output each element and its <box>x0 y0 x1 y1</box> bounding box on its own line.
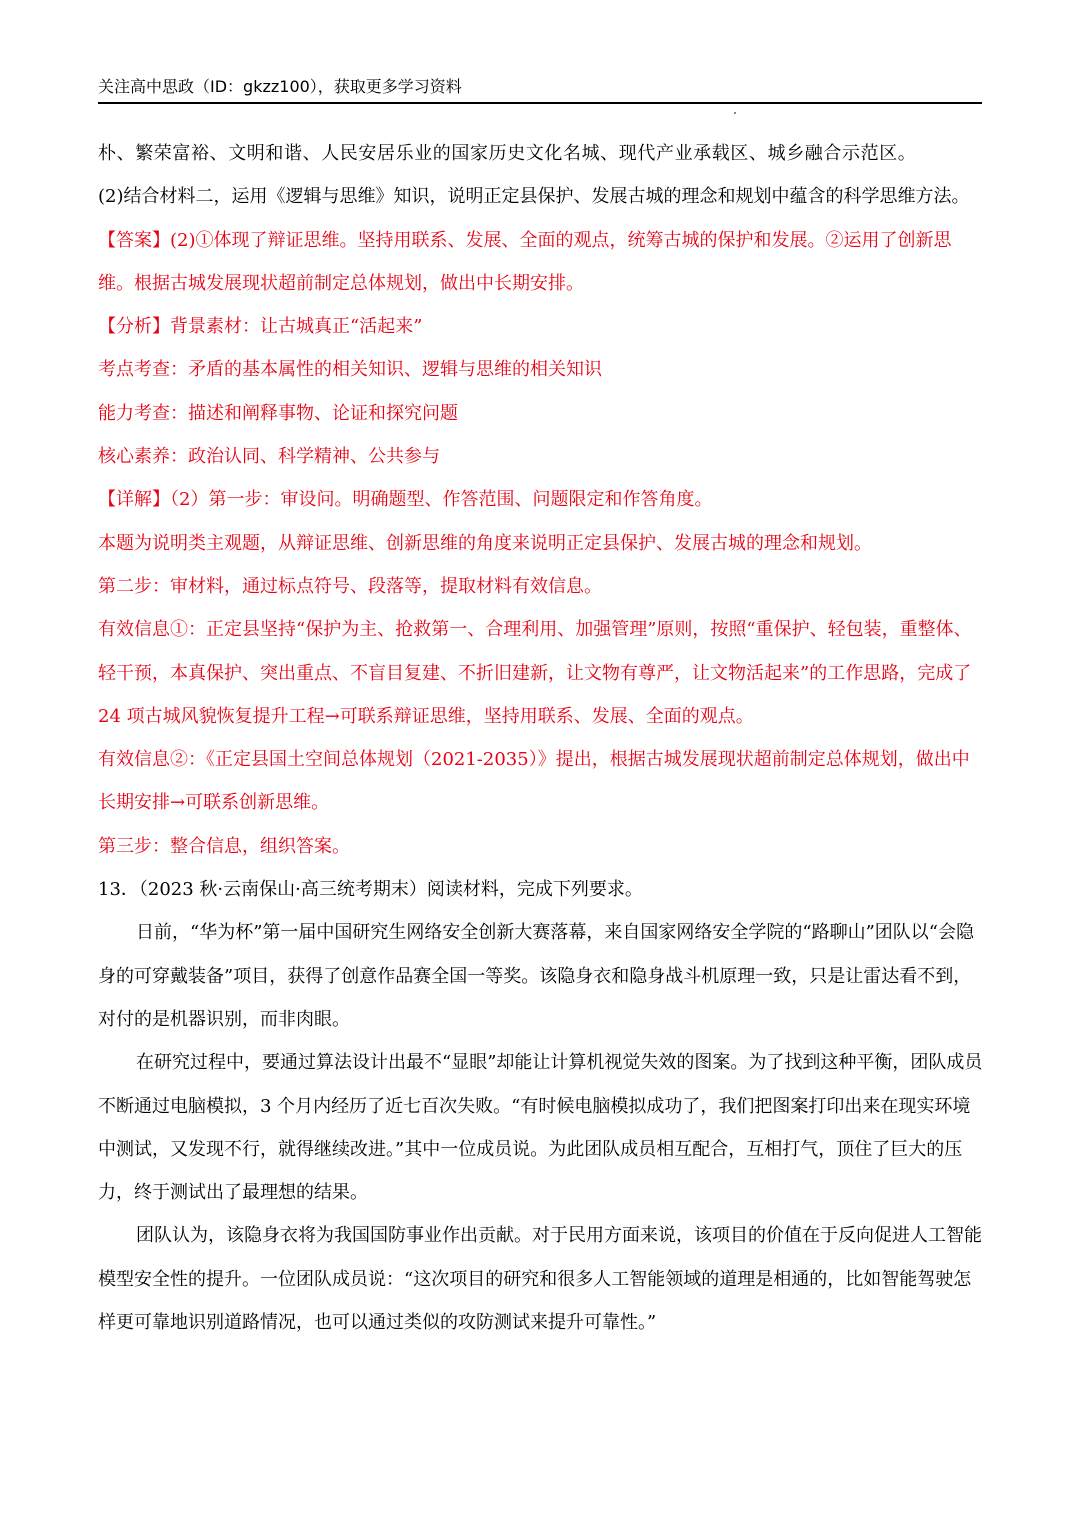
step3-line: 第三步：整合信息，组织答案。 <box>98 835 350 857</box>
kaodian-line: 考点考查：矛盾的基本属性的相关知识、逻辑与思维的相关知识 <box>98 359 602 381</box>
header-text: 关注高中思政（ID：gkzz100），获取更多学习资料 <box>98 77 462 96</box>
nengli-line: 能力考查：描述和阐释事物、论证和探究问题 <box>98 402 458 424</box>
effective-info-2: 有效信息②：《正定县国土空间总体规划（2021-2035）》提出，根据古城发展现状超前制定总体规划，做出中长期安排→可联系创新思维。 <box>98 749 970 814</box>
continuation-line: 朴、繁荣富裕、文明和谐、人民安居乐业的国家历史文化名城、现代产业承载区、城乡融合示范区。 <box>98 143 917 164</box>
material-paragraph-2: 在研究过程中，要通过算法设计出最不“显眼”却能让计算机视觉失效的图案。为了找到这种平衡，团队成员不断通过电脑模拟，3 个月内经历了近七百次失败。“有时候电脑模拟成功了，我们把图案打印出来在现实环境中测试，又发现不行，就得继续改进。”其中一位成员说。为此团队成员相互配合，互相打气，顶住了巨大的压力，终于测试出了最理想的结果。 <box>98 1052 983 1204</box>
document-body <box>98 132 984 1344</box>
effective-info-1: 有效信息①：正定县坚持“保护为主、抢救第一、合理利用、加强管理”原则，按照“重保护、轻包装，重整体、轻干预，本真保护、突出重点、不盲目复建、不折旧建新，让文物有尊严，让文物活起来”的工作思路，完成了 24 项古城风貌恢复提升工程→可联系辩证思维，坚持用联系、发展、全面的观点。 <box>98 619 972 727</box>
material-paragraph-1: 日前，“华为杯”第一届中国研究生网络安全创新大赛落幕，来自国家网络安全学院的“路聊山”团队以“会隐身的可穿戴装备”项目，获得了创意作品赛全国一等奖。该隐身衣和隐身战斗机原理一致，只是让雷达看不到，对付的是机器识别，而非肉眼。 <box>98 922 975 1030</box>
step2-line: 第二步：审材料，通过标点符号、段落等，提取材料有效信息。 <box>98 575 602 597</box>
analysis-line: 【分析】背景素材：让古城真正“活起来” <box>98 316 423 338</box>
answer-block: 【答案】(2)①体现了辩证思维。坚持用联系、发展、全面的观点，统筹古城的保护和发展。②运用了创新思维。根据古城发展现状超前制定总体规划，做出中长期安排。 <box>98 229 952 294</box>
detail-line: 【详解】（2）第一步：审设问。明确题型、作答范围、问题限定和作答角度。 <box>98 489 713 511</box>
question-type-line: 本题为说明类主观题，从辩证思维、创新思维的角度来说明正定县保护、发展古城的理念和规划。 <box>98 532 872 554</box>
question-13-heading: 13．（2023 秋·云南保山·高三统考期末）阅读材料，完成下列要求。 <box>98 879 643 901</box>
suyang-line: 核心素养：政治认同、科学精神、公共参与 <box>98 446 440 468</box>
material-paragraph-3: 团队认为，该隐身衣将为我国国防事业作出贡献。对于民用方面来说，该项目的价值在于反向促进人工智能模型安全性的提升。一位团队成员说：“这次项目的研究和很多人工智能领域的道理是相通的，比如智能驾驶怎样更可靠地识别道路情况，也可以通过类似的攻防测试来提升可靠性。” <box>98 1225 982 1334</box>
header-dot-mark <box>734 112 736 114</box>
page-header <box>98 76 982 104</box>
question-2: (2)结合材料二，运用《逻辑与思维》知识，说明正定县保护、发展古城的理念和规划中蕴含的科学思维方法。 <box>98 186 970 208</box>
